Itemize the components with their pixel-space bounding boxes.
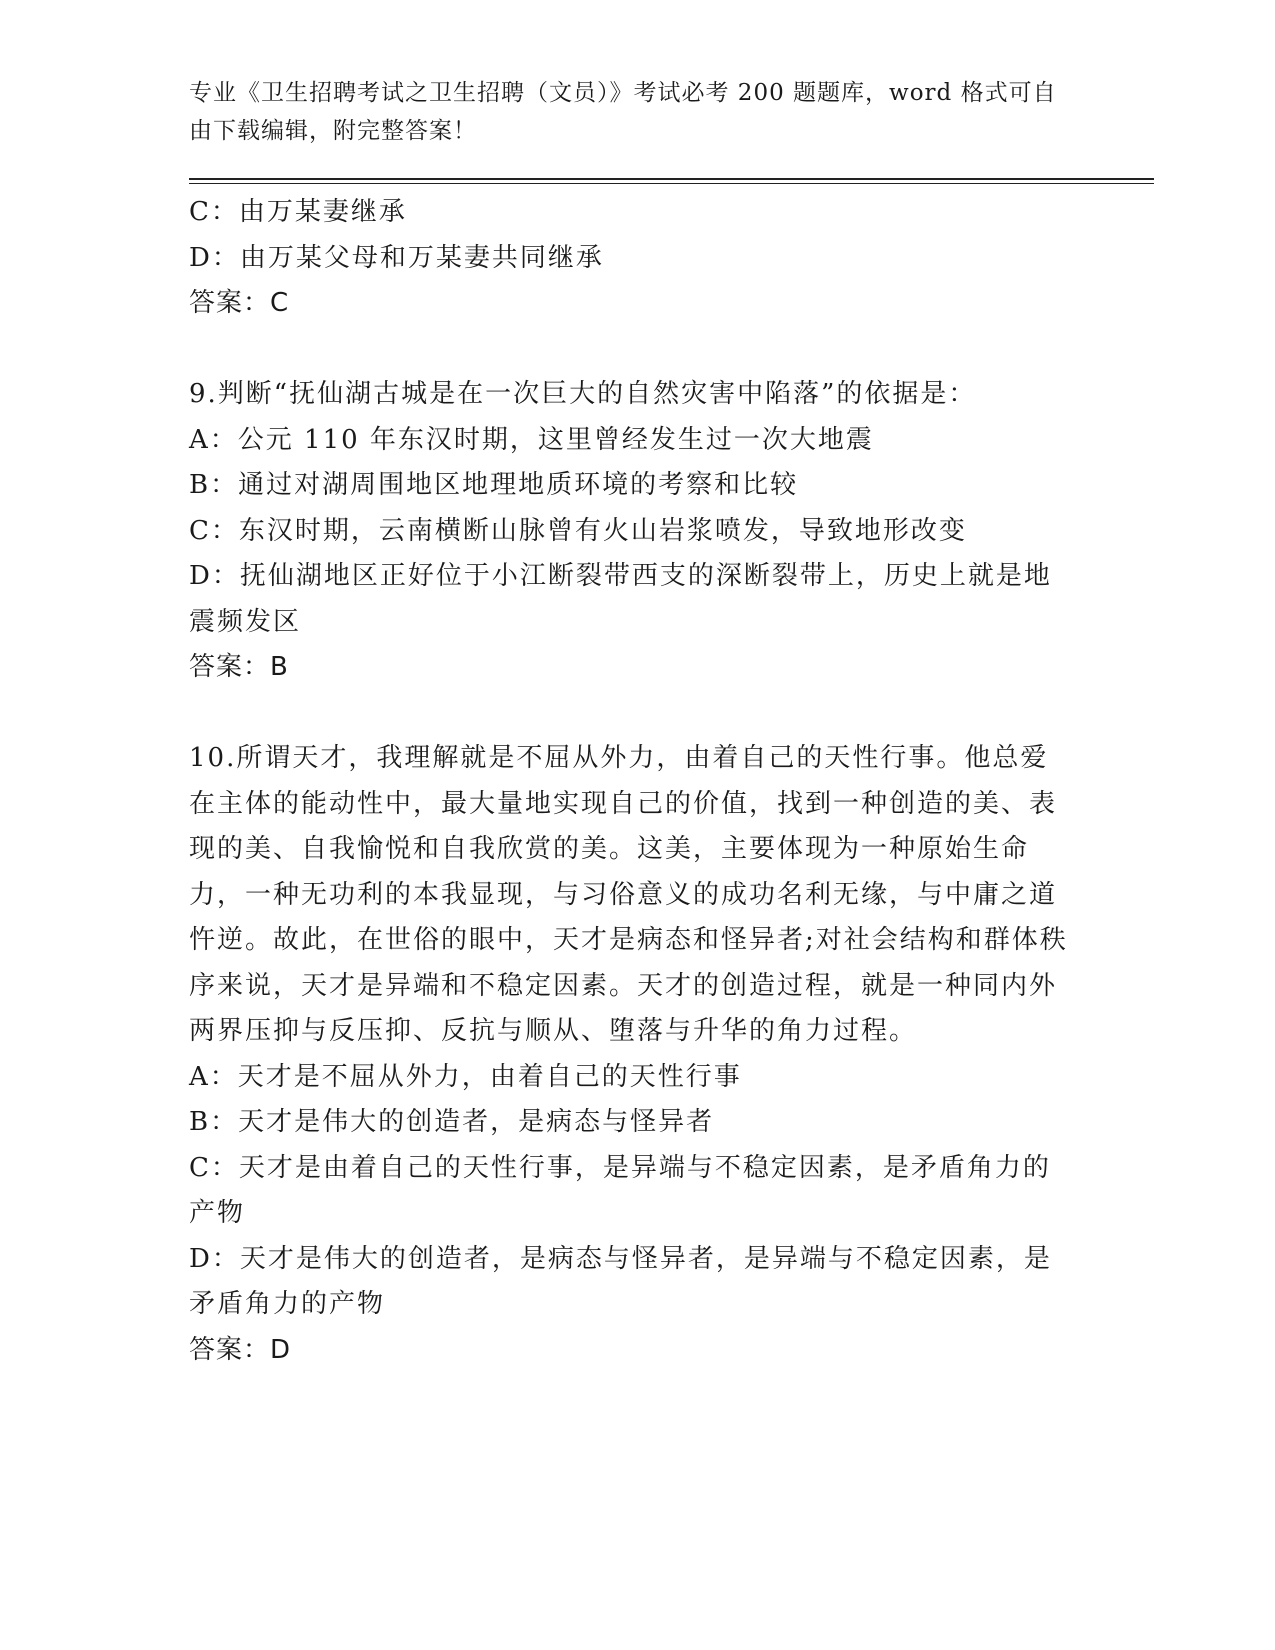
q10-option-a: A：天才是不屈从外力，由着自己的天性行事 bbox=[189, 1061, 742, 1092]
q10-stem: 10.所谓天才，我理解就是不屈从外力，由着自己的天性行事。他总爱在主体的能动性中，最大量地实现自己的价值，找到一种创造的美、表现的美、自我愉悦和自我欣赏的美。这美，主要体现为一种原始生命力，一种无功利的本我显现，与习俗意义的成功名利无缘，与中庸之道忤逆。故此，在世俗的眼中，天才是病态和怪异者;对社会结构和群体秩序来说，天才是异端和不稳定因素。天才的创造过程，就是一种同内外两界压抑与反压抑、反抗与顺从、堕落与升华的角力过程。 bbox=[189, 743, 1068, 1046]
q10-option-c: C：天才是由着自己的天性行事，是异端与不稳定因素，是矛盾角力的产物 bbox=[189, 1152, 1051, 1228]
document-header: 专业《卫生招聘考试之卫生招聘（文员）》考试必考 200 题题库，word 格式可自由下载编辑，附完整答案！ bbox=[189, 80, 1057, 144]
spacer bbox=[189, 327, 1069, 373]
q8-answer: 答案：C bbox=[189, 288, 290, 318]
q9-option-a: A：公元 110 年东汉时期，这里曾经发生过一次大地震 bbox=[189, 424, 874, 455]
q9-stem: 9.判断“抚仙湖古城是在一次巨大的自然灾害中陷落”的依据是： bbox=[189, 379, 977, 409]
header-divider-thin bbox=[189, 183, 1154, 184]
question-content bbox=[189, 190, 1069, 1373]
q10-answer: 答案：D bbox=[189, 1334, 292, 1365]
q9-option-b: B：通过对湖周围地区地理地质环境的考察和比较 bbox=[189, 470, 799, 500]
q10-option-d: D：天才是伟大的创造者，是病态与怪异者，是异端与不稳定因素，是矛盾角力的产物 bbox=[189, 1243, 1052, 1319]
q9-option-c: C：东汉时期，云南横断山脉曾有火山岩浆喷发，导致地形改变 bbox=[189, 515, 967, 546]
q10-option-b: B：天才是伟大的创造者，是病态与怪异者 bbox=[189, 1107, 715, 1137]
spacer bbox=[189, 691, 1069, 737]
q9-answer: 答案：B bbox=[189, 652, 289, 682]
q8-option-c: C：由万某妻继承 bbox=[189, 197, 407, 227]
q9-option-d: D：抚仙湖地区正好位于小江断裂带西支的深断裂带上，历史上就是地震频发区 bbox=[189, 561, 1052, 637]
q8-option-d: D：由万某父母和万某妻共同继承 bbox=[189, 242, 604, 273]
header-divider-thick bbox=[189, 178, 1154, 180]
